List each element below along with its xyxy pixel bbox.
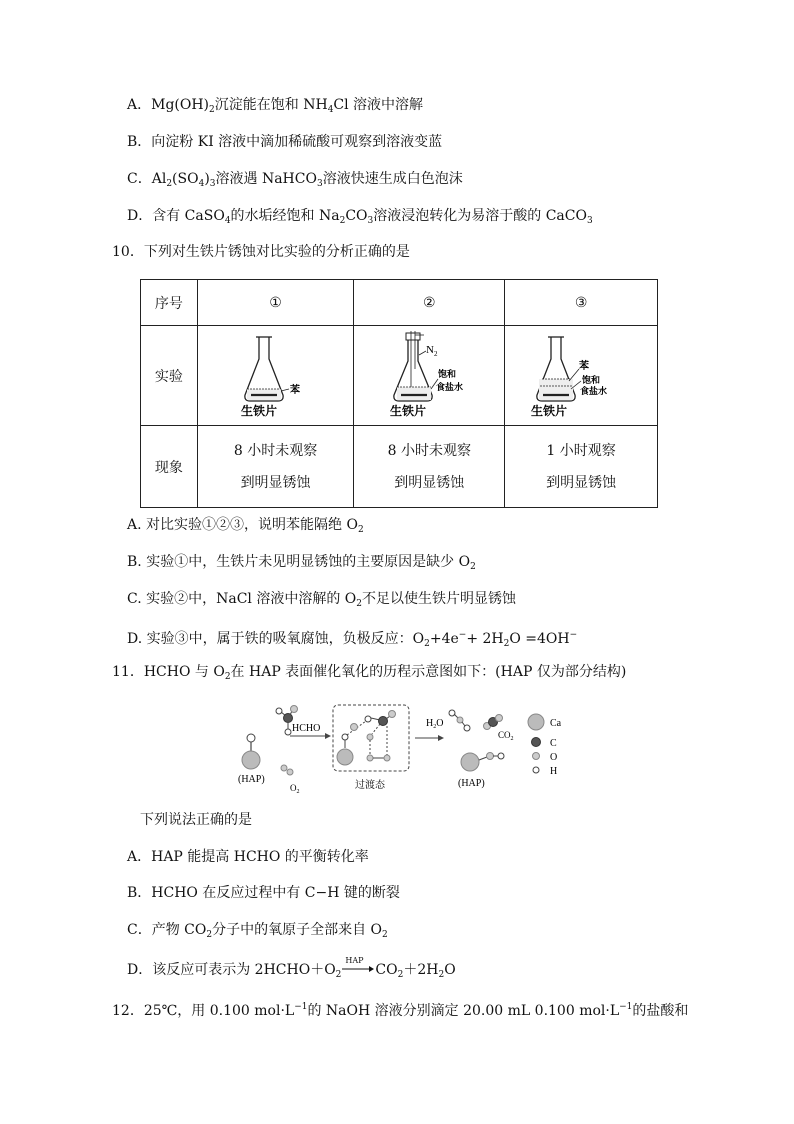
q11-prompt: 下列说法正确的是 [140,812,252,828]
col-3: ③ [505,280,658,326]
q9-option-c: C．$Al_2(SO_4)_3$溶液遇 NaHCO$_3$溶液快速生成白色泡沫 [127,171,463,189]
q9-option-b: B．向淀粉 KI 溶液中滴加稀硫酸可观察到溶液变蓝 [127,134,443,150]
q11-stem: 11．HCHO 与 $O_2$在 HAP 表面催化氧化的历程示意图如下：(HAP 仅为部分结构) [112,664,627,682]
mechanism-svg [230,700,590,800]
label-hap-product: (HAP) [458,778,485,789]
legend-o: O [550,752,558,763]
label-h2o: $H_2O$ [426,718,444,730]
row-header-seq: 序号 [141,280,198,326]
label-iron: 生铁片 [390,403,427,418]
legend-c: C [550,738,557,749]
legend-c-icon [532,738,541,747]
q10-option-a: A. 对比实验①②③，说明苯能隔绝 $O_2$ [127,517,364,535]
label-brine-1: 饱和 [438,368,457,379]
phenomenon-1: 8 小时未观察 到明显锈蚀 [197,426,354,508]
legend-o-icon [533,753,540,760]
legend-h-icon [533,767,539,773]
label-brine-2: 食盐水 [580,385,608,396]
flask-benzene-brine-image [507,329,655,419]
row-header-phenomenon: 现象 [141,426,198,508]
q10-option-b: B. 实验①中，生铁片未见明显锈蚀的主要原因是缺少 $O_2$ [127,554,476,572]
phenomenon-3: 1 小时观察 到明显锈蚀 [505,426,658,508]
label-benzene: 苯 [289,384,300,396]
q9-option-d: D．含有 CaSO$_4$的水垢经饱和 $Na_2CO_3$溶液浸泡转化为易溶于酸的 CaCO$_3$ [127,208,593,226]
q11-option-a: A．HAP 能提高 HCHO 的平衡转化率 [127,849,369,865]
q11-option-b: B．HCHO 在反应过程中有 C−H 键的断裂 [127,885,400,901]
row-header-experiment: 实验 [141,326,198,426]
q10-option-c: C. 实验②中，NaCl 溶液中溶解的 $O_2$不足以使生铁片明显锈蚀 [127,591,517,609]
q11-option-c: C．产物 $CO_2$分子中的氧原子全部来自 $O_2$ [127,922,388,940]
col-1: ① [197,280,354,326]
q9-option-a: A．$Mg(OH)_2$沉淀能在饱和 $NH_4Cl$ 溶液中溶解 [127,97,424,115]
flask-3-cell [505,326,658,426]
flask-1-cell [197,326,354,426]
legend-h: H [550,766,558,777]
label-hcho: HCHO [292,723,321,734]
q11-option-d: D．该反应可表示为 $2HCHO+O_2$ HAP $CO_2+2H_2O$ [127,956,456,980]
label-co2: $CO_2$ [498,730,514,742]
label-benzene: 苯 [579,360,590,372]
label-iron: 生铁片 [531,403,568,418]
label-hap: (HAP) [238,774,265,785]
flask-n2-brine-image [356,329,502,419]
label-transition-state: 过渡态 [355,780,385,791]
flask-2-cell [354,326,505,426]
legend-ca-icon [528,714,544,730]
experiment-table [140,279,658,508]
label-n2: $N_2$ [426,343,438,358]
flask-benzene-image [201,329,351,419]
q12-stem: 12．25℃，用 0.100 $mol\cdot L^{-1}$的 NaOH 溶液分别滴定 20.00 mL 0.100 $mol\cdot L^{-1}$的盐酸和 [112,1002,689,1019]
legend-ca: Ca [550,718,562,729]
col-2: ② [354,280,505,326]
label-iron: 生铁片 [240,403,277,418]
phenomenon-2: 8 小时未观察 到明显锈蚀 [354,426,505,508]
q10-option-d: D. 实验③中，属于铁的吸氧腐蚀，负极反应：$O_2+4e^-+ 2H_2O =4OH^-$ [127,630,578,649]
q10-stem: 10．下列对生铁片锈蚀对比实验的分析正确的是 [112,244,410,260]
label-brine-2: 食盐水 [436,381,464,392]
label-brine-1: 饱和 [582,374,601,385]
label-o2: $O_2$ [290,783,300,795]
reaction-mechanism-diagram [230,700,590,804]
catalyst-arrow: HAP [341,960,375,980]
